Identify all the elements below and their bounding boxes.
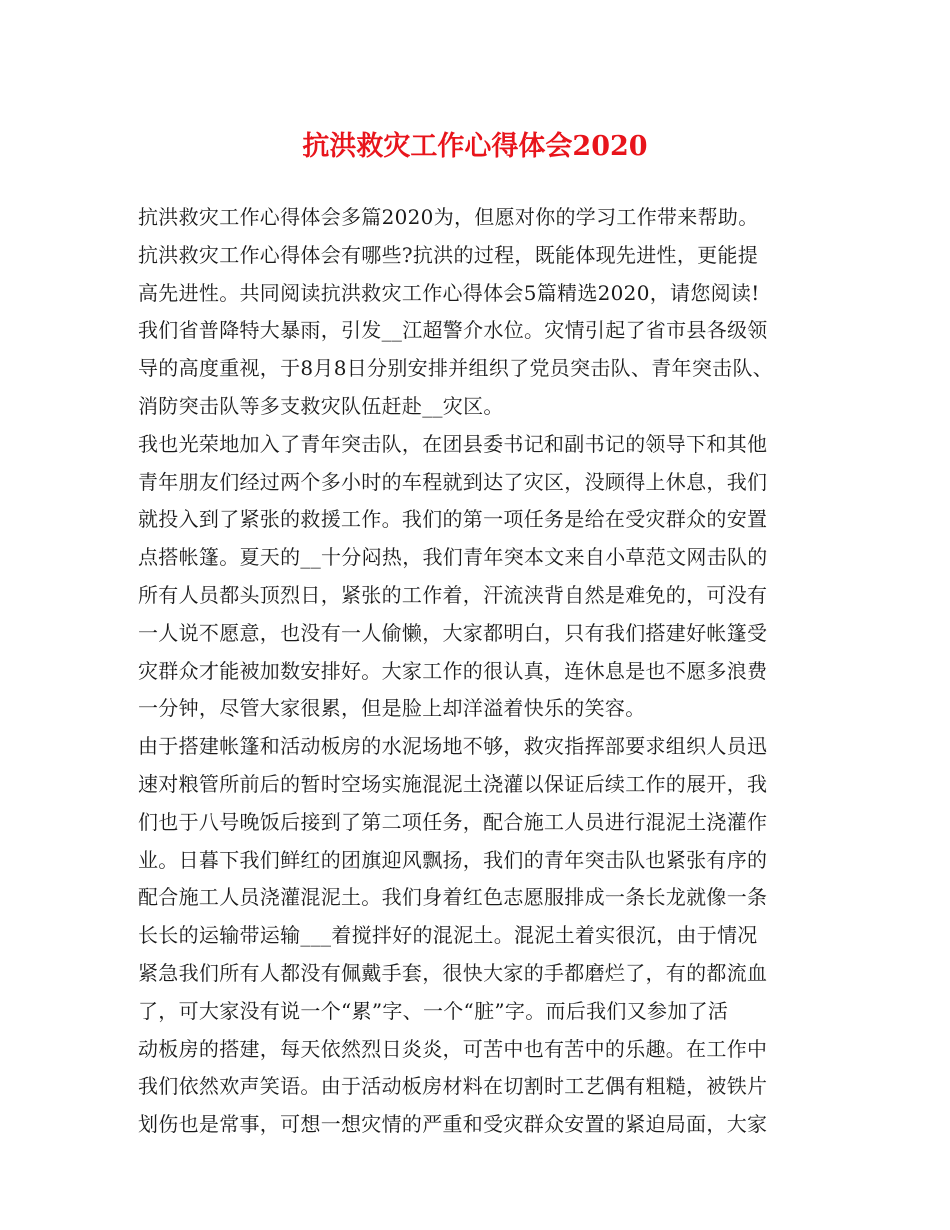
body-line: 就投入到了紧张的救援工作。我们的第一项任务是给在受灾群众的安置 <box>138 507 768 532</box>
body-line: 抗洪救灾工作心得体会多篇2020为，但愿对你的学习工作带来帮助。 <box>138 205 759 229</box>
body-line: 导的高度重视，于8月8日分别安排并组织了党员突击队、青年突击队、 <box>138 356 774 381</box>
body-line: 高先进性。共同阅读抗洪救灾工作心得体会5篇精选2020，请您阅读! <box>138 280 760 305</box>
body-line: 们也于八号晚饭后接到了第二项任务，配合施工人员进行混泥土浇灌作 <box>138 809 768 834</box>
body-line: 长长的运输带运输___着搅拌好的混泥土。混泥土着实很沉，由于情况 <box>138 923 758 948</box>
body-line: 消防突击队等多支救灾队伍赶赴__灾区。 <box>138 393 504 418</box>
body-line: 一分钟，尽管大家很累，但是脸上却洋溢着快乐的笑容。 <box>138 696 646 721</box>
document-title: 抗洪救灾工作心得体会2020 <box>302 131 648 162</box>
body-line: 灾群众才能被加数安排好。大家工作的很认真，连休息是也不愿多浪费 <box>138 658 768 683</box>
body-line: 配合施工人员浇灌混泥土。我们身着红色志愿服排成一条长龙就像一条 <box>138 885 768 910</box>
body-line: 我们依然欢声笑语。由于活动板房材料在切割时工艺偶有粗糙，被铁片 <box>138 1074 768 1099</box>
body-line: 划伤也是常事，可想一想灾情的严重和受灾群众安置的紧迫局面，大家 <box>138 1112 768 1137</box>
document-body <box>138 199 828 1144</box>
body-line: 动板房的搭建，每天依然烈日炎炎，可苦中也有苦中的乐趣。在工作中 <box>138 1036 768 1061</box>
body-line: 紧急我们所有人都没有佩戴手套，很快大家的手都磨烂了，有的都流血 <box>138 960 768 985</box>
body-line: 由于搭建帐篷和活动板房的水泥场地不够，救灾指挥部要求组织人员迅 <box>138 734 768 759</box>
body-line: 抗洪救灾工作心得体会有哪些?抗洪的过程，既能体现先进性，更能提 <box>138 242 759 267</box>
body-line: 青年朋友们经过两个多小时的车程就到达了灾区，没顾得上休息，我们 <box>138 469 768 494</box>
body-line: 我也光荣地加入了青年突击队，在团县委书记和副书记的领导下和其他 <box>138 431 768 456</box>
body-line: 速对粮管所前后的暂时空场实施混泥土浇灌以保证后续工作的展开，我 <box>138 771 768 796</box>
body-line: 所有人员都头顶烈日，紧张的工作着，汗流浃背自然是难免的，可没有 <box>138 582 768 607</box>
body-line: 点搭帐篷。夏天的__十分闷热，我们青年突本文来自小草范文网击队的 <box>138 545 768 570</box>
body-line: 我们省普降特大暴雨，引发__江超警介水位。灾情引起了省市县各级领 <box>138 318 768 343</box>
body-line: 一人说不愿意，也没有一人偷懒，大家都明白，只有我们搭建好帐篷受 <box>138 620 768 645</box>
body-line: 业。日暮下我们鲜红的团旗迎风飘扬，我们的青年突击队也紧张有序的 <box>138 847 768 872</box>
body-line: 了，可大家没有说一个“累”字、一个“脏”字。而后我们又参加了活 <box>138 998 729 1023</box>
